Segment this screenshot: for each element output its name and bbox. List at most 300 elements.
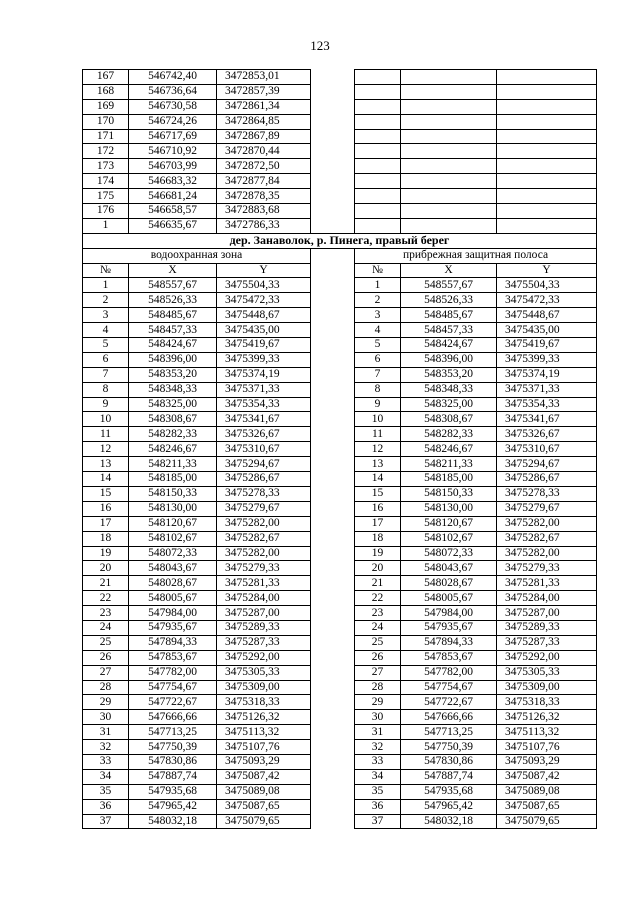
right-y-coordinate: 3475309,00 (497, 680, 597, 695)
right-point-number: 14 (355, 472, 401, 487)
left-x-coordinate: 548424,67 (129, 338, 217, 353)
right-x-coordinate: 548005,67 (401, 591, 497, 606)
right-y-coordinate: 3475310,67 (497, 442, 597, 457)
right-x-coordinate: 548072,33 (401, 546, 497, 561)
x-coordinate: 546703,99 (129, 159, 217, 174)
right-y-coordinate: 3475279,67 (497, 501, 597, 516)
left-y-coordinate: 3475279,33 (217, 561, 311, 576)
empty-cell (355, 189, 401, 204)
point-number: 170 (83, 114, 129, 129)
y-coordinate: 3472877,84 (217, 174, 311, 189)
empty-cell (401, 189, 497, 204)
right-point-number: 11 (355, 427, 401, 442)
column-gap (311, 606, 355, 621)
right-point-number: 3 (355, 308, 401, 323)
empty-cell (401, 99, 497, 114)
right-point-number: 12 (355, 442, 401, 457)
left-y-coordinate: 3475294,67 (217, 457, 311, 472)
column-gap (311, 486, 355, 501)
left-x-coordinate: 548348,33 (129, 382, 217, 397)
right-point-number: 35 (355, 784, 401, 799)
left-y-coordinate: 3475107,76 (217, 740, 311, 755)
table-row (83, 814, 597, 829)
column-gap (311, 367, 355, 382)
table-row (83, 114, 597, 129)
table-row (83, 278, 597, 293)
column-gap (311, 338, 355, 353)
right-y-coordinate: 3475326,67 (497, 427, 597, 442)
empty-cell (497, 218, 597, 233)
right-point-number: 20 (355, 561, 401, 576)
left-point-number: 28 (83, 680, 129, 695)
right-point-number: 6 (355, 352, 401, 367)
right-x-coordinate: 548485,67 (401, 308, 497, 323)
x-coordinate: 546736,64 (129, 84, 217, 99)
column-gap (311, 248, 355, 278)
left-point-number: 35 (83, 784, 129, 799)
point-number: 171 (83, 129, 129, 144)
right-x-coordinate: 548032,18 (401, 814, 497, 829)
right-x-coordinate: 547750,39 (401, 740, 497, 755)
right-y-coordinate: 3475282,00 (497, 546, 597, 561)
column-gap (311, 754, 355, 769)
left-x-coordinate: 547782,00 (129, 665, 217, 680)
right-x-coordinate: 548308,67 (401, 412, 497, 427)
right-x-coordinate: 548557,67 (401, 278, 497, 293)
right-y-coordinate: 3475279,33 (497, 561, 597, 576)
table-row (83, 665, 597, 680)
left-y-coordinate: 3475354,33 (217, 397, 311, 412)
table-row (83, 784, 597, 799)
empty-cell (497, 129, 597, 144)
empty-cell (497, 99, 597, 114)
left-point-number: 7 (83, 367, 129, 382)
right-y-coordinate: 3475318,33 (497, 695, 597, 710)
left-y-coordinate: 3475419,67 (217, 338, 311, 353)
column-gap (311, 352, 355, 367)
right-point-number: 2 (355, 293, 401, 308)
empty-cell (497, 189, 597, 204)
left-y-coordinate: 3475309,00 (217, 680, 311, 695)
right-y-coordinate: 3475435,00 (497, 323, 597, 338)
right-y-coordinate: 3475281,33 (497, 576, 597, 591)
right-x-coordinate: 547853,67 (401, 650, 497, 665)
table-row (83, 412, 597, 427)
column-gap (311, 457, 355, 472)
right-point-number: 30 (355, 710, 401, 725)
x-coordinate: 546717,69 (129, 129, 217, 144)
left-x-coordinate: 548485,67 (129, 308, 217, 323)
right-y-coordinate: 3475292,00 (497, 650, 597, 665)
column-gap (311, 174, 355, 189)
empty-cell (355, 84, 401, 99)
right-point-number: 27 (355, 665, 401, 680)
point-number: 167 (83, 70, 129, 85)
table-row (83, 650, 597, 665)
column-gap (311, 620, 355, 635)
left-point-number: 1 (83, 278, 129, 293)
empty-cell (355, 144, 401, 159)
left-y-coordinate: 3475079,65 (217, 814, 311, 829)
left-y-coordinate: 3475326,67 (217, 427, 311, 442)
right-x-coordinate: 548043,67 (401, 561, 497, 576)
point-number: 168 (83, 84, 129, 99)
right-y-coordinate: 3475089,08 (497, 784, 597, 799)
right-x-coordinate: 547754,67 (401, 680, 497, 695)
column-gap (311, 323, 355, 338)
right-x-coordinate: 548353,20 (401, 367, 497, 382)
table-row (83, 427, 597, 442)
table-row (83, 680, 597, 695)
left-x-coordinate: 548396,00 (129, 352, 217, 367)
left-x-coordinate: 547754,67 (129, 680, 217, 695)
left-point-number: 14 (83, 472, 129, 487)
empty-cell (355, 174, 401, 189)
empty-cell (401, 204, 497, 219)
x-coordinate: 546710,92 (129, 144, 217, 159)
column-gap (311, 99, 355, 114)
left-y-coordinate: 3475282,00 (217, 516, 311, 531)
column-gap (311, 769, 355, 784)
left-point-number: 21 (83, 576, 129, 591)
right-x-coordinate: 548396,00 (401, 352, 497, 367)
empty-cell (401, 114, 497, 129)
left-y-coordinate: 3475435,00 (217, 323, 311, 338)
right-point-number: 10 (355, 412, 401, 427)
table-row (83, 486, 597, 501)
left-point-number: 17 (83, 516, 129, 531)
empty-cell (401, 70, 497, 85)
column-gap (311, 799, 355, 814)
column-gap (311, 650, 355, 665)
right-x-coordinate: 548130,00 (401, 501, 497, 516)
right-point-number: 19 (355, 546, 401, 561)
right-x-coordinate: 548120,67 (401, 516, 497, 531)
right-x-coordinate: 548424,67 (401, 338, 497, 353)
right-x-coordinate: 547713,25 (401, 725, 497, 740)
empty-cell (497, 70, 597, 85)
left-x-coordinate: 547894,33 (129, 635, 217, 650)
section-header (83, 233, 597, 278)
left-x-coordinate: 547722,67 (129, 695, 217, 710)
right-y-coordinate: 3475374,19 (497, 367, 597, 382)
table-row (83, 204, 597, 219)
left-x-coordinate: 548005,67 (129, 591, 217, 606)
right-point-number: 36 (355, 799, 401, 814)
left-x-header: X (129, 263, 217, 278)
right-point-number: 29 (355, 695, 401, 710)
column-gap (311, 114, 355, 129)
right-y-coordinate: 3475354,33 (497, 397, 597, 412)
y-coordinate: 3472870,44 (217, 144, 311, 159)
table-row (83, 174, 597, 189)
left-point-number: 23 (83, 606, 129, 621)
left-point-number: 4 (83, 323, 129, 338)
left-y-coordinate: 3475374,19 (217, 367, 311, 382)
right-num-header: № (355, 263, 401, 278)
table-row (83, 84, 597, 99)
right-point-number: 25 (355, 635, 401, 650)
right-x-coordinate: 548185,00 (401, 472, 497, 487)
right-x-coordinate: 548246,67 (401, 442, 497, 457)
table-row (83, 710, 597, 725)
point-number: 172 (83, 144, 129, 159)
empty-cell (497, 144, 597, 159)
right-y-coordinate: 3475305,33 (497, 665, 597, 680)
column-gap (311, 218, 355, 233)
right-y-coordinate: 3475371,33 (497, 382, 597, 397)
left-point-number: 22 (83, 591, 129, 606)
column-gap (311, 591, 355, 606)
left-y-coordinate: 3475504,33 (217, 278, 311, 293)
left-x-coordinate: 547853,67 (129, 650, 217, 665)
table-row (83, 70, 597, 85)
left-x-coordinate: 547713,25 (129, 725, 217, 740)
right-y-coordinate: 3475287,33 (497, 635, 597, 650)
table-row (83, 516, 597, 531)
right-point-number: 22 (355, 591, 401, 606)
column-gap (311, 397, 355, 412)
right-x-coordinate: 547935,67 (401, 620, 497, 635)
right-point-number: 5 (355, 338, 401, 353)
column-gap (311, 531, 355, 546)
right-point-number: 13 (355, 457, 401, 472)
left-y-coordinate: 3475089,08 (217, 784, 311, 799)
left-point-number: 26 (83, 650, 129, 665)
left-x-coordinate: 547887,74 (129, 769, 217, 784)
left-y-coordinate: 3475399,33 (217, 352, 311, 367)
point-number: 176 (83, 204, 129, 219)
y-coordinate: 3472857,39 (217, 84, 311, 99)
right-y-coordinate: 3475284,00 (497, 591, 597, 606)
left-point-number: 25 (83, 635, 129, 650)
table-row (83, 189, 597, 204)
left-point-number: 2 (83, 293, 129, 308)
column-gap (311, 144, 355, 159)
x-coordinate: 546730,58 (129, 99, 217, 114)
column-gap (311, 472, 355, 487)
right-y-coordinate: 3475087,42 (497, 769, 597, 784)
left-x-coordinate: 548185,00 (129, 472, 217, 487)
empty-cell (355, 159, 401, 174)
column-gap (311, 84, 355, 99)
left-point-number: 16 (83, 501, 129, 516)
left-y-coordinate: 3475287,00 (217, 606, 311, 621)
right-x-coordinate: 547722,67 (401, 695, 497, 710)
right-x-coordinate: 548348,33 (401, 382, 497, 397)
left-y-coordinate: 3475282,67 (217, 531, 311, 546)
left-x-coordinate: 548457,33 (129, 323, 217, 338)
right-point-number: 28 (355, 680, 401, 695)
right-x-coordinate: 548282,33 (401, 427, 497, 442)
left-x-coordinate: 548353,20 (129, 367, 217, 382)
left-point-number: 15 (83, 486, 129, 501)
y-coordinate: 3472861,34 (217, 99, 311, 114)
right-y-coordinate: 3475287,00 (497, 606, 597, 621)
table-row (83, 754, 597, 769)
column-gap (311, 412, 355, 427)
table-row (83, 457, 597, 472)
left-num-header: № (83, 263, 129, 278)
left-x-coordinate: 548120,67 (129, 516, 217, 531)
right-x-coordinate: 548457,33 (401, 323, 497, 338)
table-row (83, 442, 597, 457)
right-y-coordinate: 3475504,33 (497, 278, 597, 293)
table-row (83, 695, 597, 710)
right-point-number: 31 (355, 725, 401, 740)
left-x-coordinate: 548211,33 (129, 457, 217, 472)
right-y-coordinate: 3475282,67 (497, 531, 597, 546)
right-x-coordinate: 548211,33 (401, 457, 497, 472)
left-point-number: 18 (83, 531, 129, 546)
table-row (83, 620, 597, 635)
right-point-number: 15 (355, 486, 401, 501)
column-gap (311, 189, 355, 204)
left-y-coordinate: 3475292,00 (217, 650, 311, 665)
table-row (83, 159, 597, 174)
left-y-coordinate: 3475284,00 (217, 591, 311, 606)
column-gap (311, 695, 355, 710)
column-gap (311, 546, 355, 561)
left-x-coordinate: 548102,67 (129, 531, 217, 546)
left-x-coordinate: 547935,68 (129, 784, 217, 799)
page-number: 123 (310, 38, 330, 53)
right-x-header: X (401, 263, 497, 278)
left-y-coordinate: 3475281,33 (217, 576, 311, 591)
table-row (83, 323, 597, 338)
right-x-coordinate: 547984,00 (401, 606, 497, 621)
right-point-number: 24 (355, 620, 401, 635)
table-row (83, 129, 597, 144)
y-coordinate: 3472864,85 (217, 114, 311, 129)
coordinates-table (82, 69, 597, 829)
left-x-coordinate: 547984,00 (129, 606, 217, 621)
left-y-coordinate: 3475282,00 (217, 546, 311, 561)
right-y-coordinate: 3475113,32 (497, 725, 597, 740)
x-coordinate: 546658,57 (129, 204, 217, 219)
left-point-number: 9 (83, 397, 129, 412)
left-point-number: 24 (83, 620, 129, 635)
section-title: дер. Занаволок, р. Пинега, правый берег (83, 233, 597, 248)
left-y-coordinate: 3475087,42 (217, 769, 311, 784)
right-y-coordinate: 3475448,67 (497, 308, 597, 323)
x-coordinate: 546742,40 (129, 70, 217, 85)
right-y-coordinate: 3475341,67 (497, 412, 597, 427)
table-row (83, 725, 597, 740)
column-gap (311, 784, 355, 799)
left-point-number: 12 (83, 442, 129, 457)
right-point-number: 4 (355, 323, 401, 338)
coordinate-rows (83, 278, 597, 829)
table-row (83, 501, 597, 516)
right-point-number: 8 (355, 382, 401, 397)
left-point-number: 6 (83, 352, 129, 367)
right-point-number: 17 (355, 516, 401, 531)
right-x-coordinate: 547782,00 (401, 665, 497, 680)
empty-cell (497, 84, 597, 99)
y-coordinate: 3472853,01 (217, 70, 311, 85)
right-y-coordinate: 3475282,00 (497, 516, 597, 531)
right-y-coordinate: 3475294,67 (497, 457, 597, 472)
left-y-coordinate: 3475087,65 (217, 799, 311, 814)
column-gap (311, 710, 355, 725)
left-x-coordinate: 547666,66 (129, 710, 217, 725)
y-coordinate: 3472883,68 (217, 204, 311, 219)
table-row (83, 293, 597, 308)
table-row (83, 635, 597, 650)
empty-cell (401, 129, 497, 144)
table-row (83, 472, 597, 487)
point-number: 175 (83, 189, 129, 204)
empty-cell (497, 204, 597, 219)
left-x-coordinate: 547935,67 (129, 620, 217, 635)
table-row (83, 740, 597, 755)
table-row (83, 606, 597, 621)
table-row (83, 367, 597, 382)
column-gap (311, 501, 355, 516)
right-y-header: Y (497, 263, 597, 278)
empty-cell (401, 84, 497, 99)
right-y-coordinate: 3475472,33 (497, 293, 597, 308)
left-zone-label: водоохранная зона (83, 248, 311, 263)
point-number: 1 (83, 218, 129, 233)
right-x-coordinate: 548526,33 (401, 293, 497, 308)
left-point-number: 37 (83, 814, 129, 829)
table-row (83, 591, 597, 606)
left-y-coordinate: 3475448,67 (217, 308, 311, 323)
x-coordinate: 546724,26 (129, 114, 217, 129)
left-x-coordinate: 548526,33 (129, 293, 217, 308)
left-point-number: 19 (83, 546, 129, 561)
point-number: 169 (83, 99, 129, 114)
left-x-coordinate: 547750,39 (129, 740, 217, 755)
table-row (83, 576, 597, 591)
right-x-coordinate: 548325,00 (401, 397, 497, 412)
column-gap (311, 278, 355, 293)
table-row (83, 338, 597, 353)
y-coordinate: 3472878,35 (217, 189, 311, 204)
left-y-coordinate: 3475093,29 (217, 754, 311, 769)
left-y-coordinate: 3475279,67 (217, 501, 311, 516)
left-x-coordinate: 548557,67 (129, 278, 217, 293)
right-y-coordinate: 3475286,67 (497, 472, 597, 487)
table-row (83, 397, 597, 412)
top-rows (83, 70, 597, 234)
column-gap (311, 725, 355, 740)
column-gap (311, 665, 355, 680)
left-point-number: 34 (83, 769, 129, 784)
column-gap (311, 382, 355, 397)
empty-cell (355, 204, 401, 219)
right-x-coordinate: 548028,67 (401, 576, 497, 591)
column-gap (311, 561, 355, 576)
right-point-number: 37 (355, 814, 401, 829)
left-x-coordinate: 548043,67 (129, 561, 217, 576)
left-y-coordinate: 3475472,33 (217, 293, 311, 308)
table-row (83, 352, 597, 367)
right-point-number: 23 (355, 606, 401, 621)
column-gap (311, 427, 355, 442)
x-coordinate: 546681,24 (129, 189, 217, 204)
column-gap (311, 635, 355, 650)
right-point-number: 7 (355, 367, 401, 382)
left-y-coordinate: 3475289,33 (217, 620, 311, 635)
right-point-number: 32 (355, 740, 401, 755)
table-row (83, 531, 597, 546)
right-x-coordinate: 547666,66 (401, 710, 497, 725)
right-point-number: 26 (355, 650, 401, 665)
left-y-coordinate: 3475341,67 (217, 412, 311, 427)
